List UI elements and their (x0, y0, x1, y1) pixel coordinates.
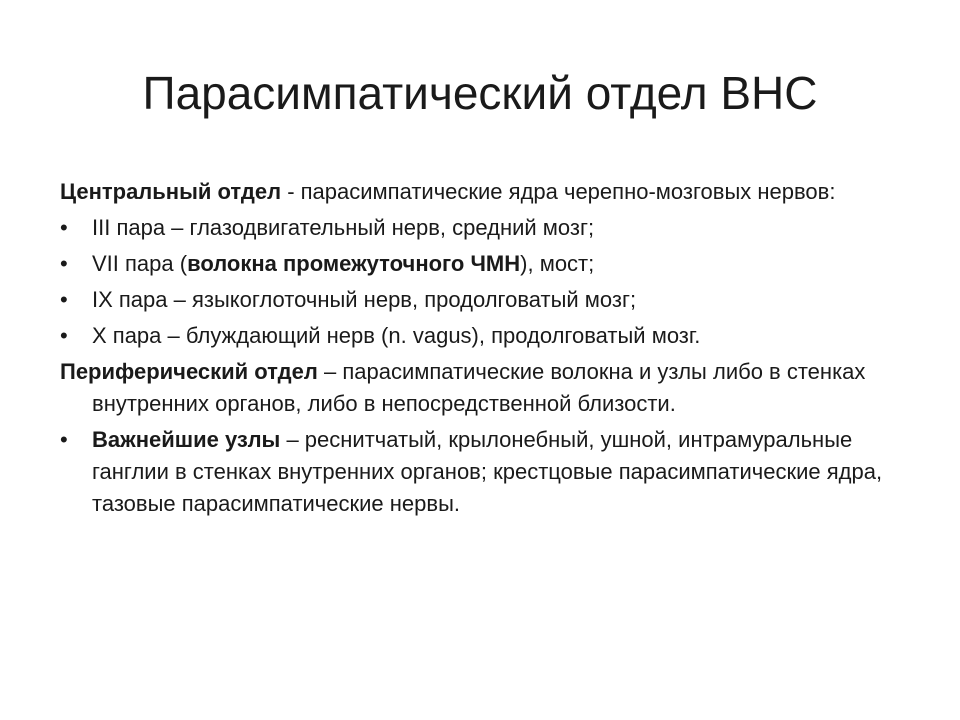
slide-body (60, 176, 910, 524)
list-item-pair-9 (60, 284, 910, 316)
list-item-text: III пара – глазодвигательный нерв, средний мозг; (92, 215, 595, 240)
bullet-icon: • (60, 215, 68, 240)
list-item-pair-3 (60, 212, 910, 244)
list-item-text-bold: волокна промежуточного ЧМН (187, 251, 521, 276)
bullet-icon: • (60, 323, 68, 348)
list-item-text-pre: VII пара ( (92, 251, 188, 276)
slide-title: Парасимпатический отдел ВНС (142, 67, 818, 119)
bullet-icon: • (60, 287, 68, 312)
peripheral-division-heading: Периферический отдел (60, 359, 318, 384)
bullet-icon: • (60, 427, 68, 452)
peripheral-division-text: – парасимпатические волокна и узлы либо в стенках внутренних органов, либо в непосредственной близости. (92, 359, 866, 416)
peripheral-division-paragraph (60, 356, 910, 420)
list-item-pair-10 (60, 320, 910, 352)
important-nodes-heading: Важнейшие узлы (92, 427, 281, 452)
list-item-text: IX пара – языкоглоточный нерв, продолговатый мозг; (92, 287, 637, 312)
bullet-icon: • (60, 251, 68, 276)
central-division-text: - парасимпатические ядра черепно-мозговых нервов: (281, 179, 836, 204)
central-division-heading: Центральный отдел (60, 179, 282, 204)
list-item-important-nodes (60, 424, 910, 520)
list-item-text: X пара – блуждающий нерв (n. vagus), продолговатый мозг. (92, 323, 701, 348)
list-item-text-post: ), мост; (520, 251, 595, 276)
list-item-pair-7 (60, 248, 910, 280)
central-division-paragraph (60, 176, 910, 208)
important-nodes-text: – реснитчатый, крылонебный, ушной, интрамуральные ганглии в стенках внутренних органов; крестцовые парасимпатические ядра, тазовые парасимпатические нервы. (92, 427, 883, 516)
